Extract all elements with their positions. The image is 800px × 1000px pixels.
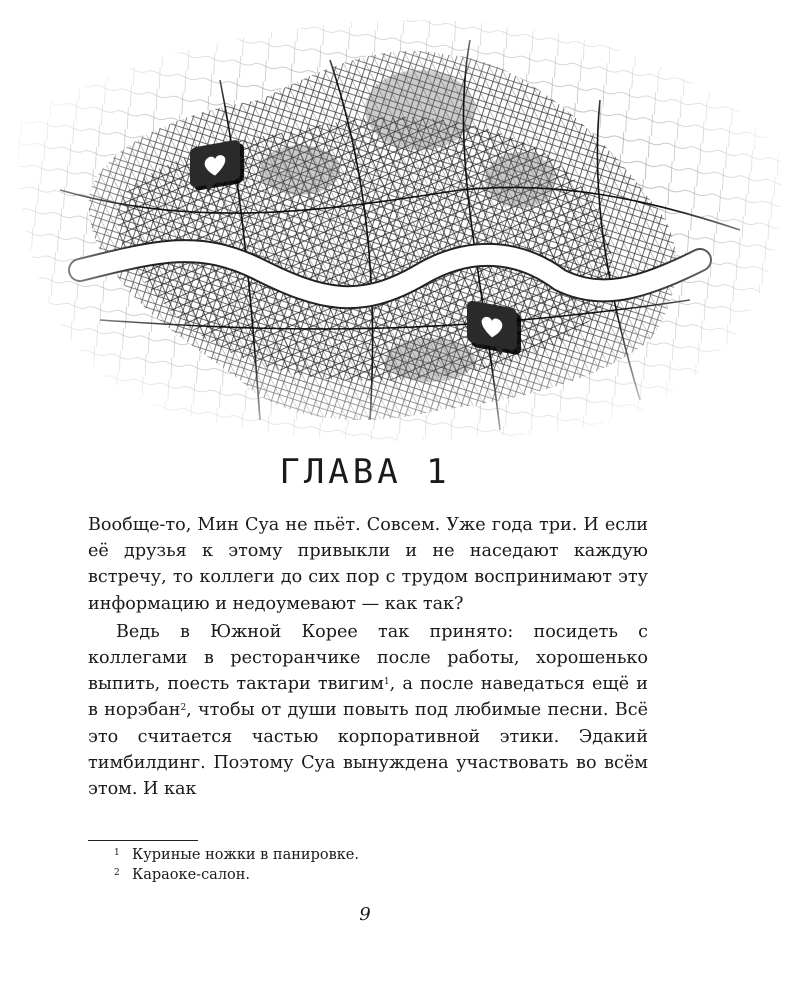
footnote-1-text: Куриные ножки в панировке.: [132, 847, 360, 863]
footnote-divider: [88, 840, 198, 841]
paragraph-2-part-a: Ведь в Южной Корее так принято: посидеть с коллегами в ресторанчике после работы, хорошенько выпить, поесть тактари твигим: [88, 621, 648, 695]
footnote-ref-1[interactable]: 1: [383, 677, 390, 688]
footnote-2: [114, 865, 359, 885]
footnotes: [114, 845, 359, 885]
footnote-ref-2[interactable]: 2: [180, 703, 187, 714]
page-number: 9: [359, 904, 371, 925]
paragraph-2-part-b: , а после наведаться ещё и в норэбан: [88, 674, 648, 721]
footnote-2-text: Караоке-салон.: [132, 867, 251, 883]
city-map-illustration: [0, 0, 800, 450]
footnote-1: [114, 845, 359, 865]
chapter-title: ГЛАВА 1: [279, 452, 451, 492]
paragraph-2-part-c: , чтобы от души повыть под любимые песни. Всё это считается частью корпоративной этики. Эдакий тимбилдинг. Поэтому Суа вынуждена участвовать во всём этом. И как: [88, 700, 648, 800]
body-text: [88, 512, 648, 804]
paragraph-2: [88, 619, 648, 802]
paragraph-1: Вообще-то, Мин Суа не пьёт. Совсем. Уже года три. И если её друзья к этому привыкли и не наседают каждую встречу, то коллеги до сих пор с трудом воспринимают эту информацию и недоумевают — как так?: [88, 515, 648, 614]
footnote-2-mark: 2: [114, 868, 120, 878]
footnote-1-mark: 1: [114, 848, 120, 858]
